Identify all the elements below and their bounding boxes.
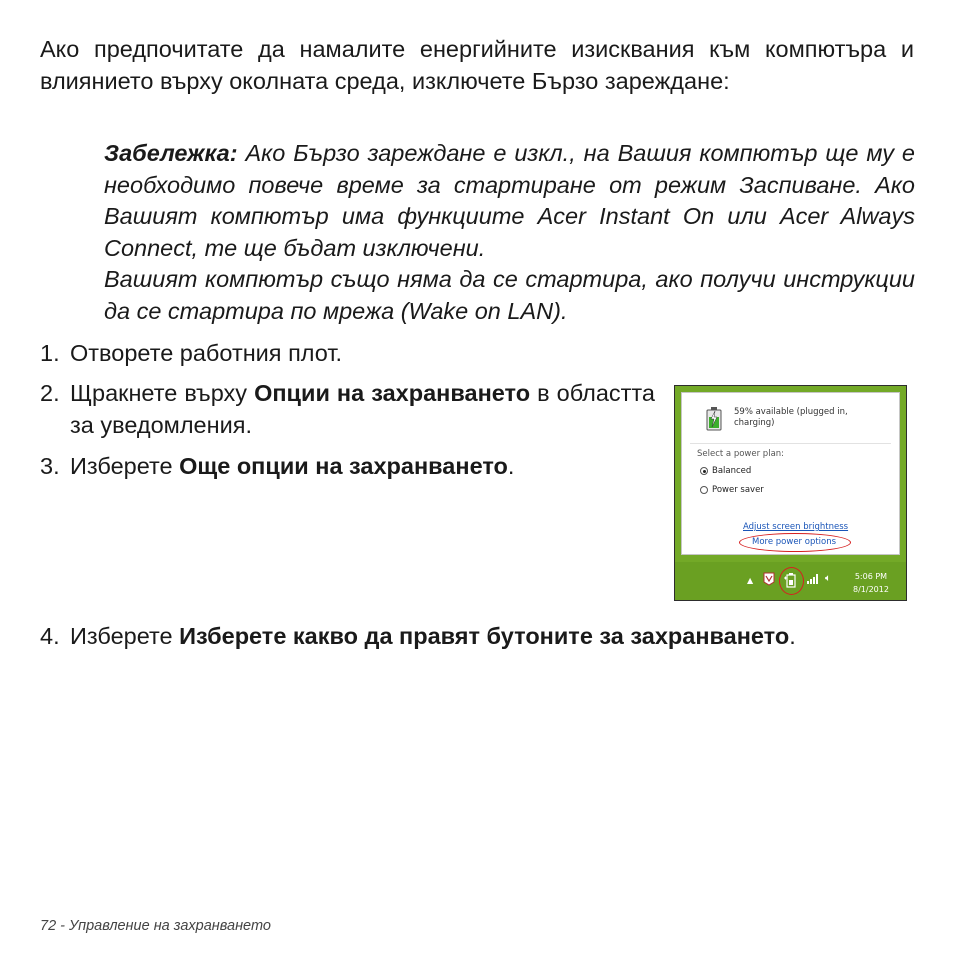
step-text — [70, 338, 740, 370]
intro-paragraph: Ако предпочитате да намалите енергийните изисквания към компютъра и влиянието върху околната среда, изключете Бързо зареждане: — [40, 36, 914, 94]
step-text-plain: . — [507, 453, 515, 479]
clock-date: 8/1/2012 — [853, 585, 889, 594]
step-number: 2. — [40, 380, 60, 406]
note-paragraph-1 — [104, 138, 915, 264]
radio-unselected-icon — [700, 486, 708, 494]
battery-status-text: 59% available (plugged in, charging) — [734, 407, 848, 428]
note-paragraph-2: Вашият компютър също няма да се стартира, ако получи инструкции да се стартира по мрежа (Wake on LAN). — [104, 266, 915, 324]
clock-time: 5:06 PM — [854, 572, 888, 581]
step-4 — [40, 621, 914, 653]
flag-icon[interactable] — [763, 572, 775, 586]
battery-charging-icon — [706, 407, 722, 431]
plan-option-power-saver[interactable] — [700, 485, 764, 495]
highlight-circle — [779, 567, 804, 595]
step-number: 4. — [40, 623, 60, 649]
step-text-plain: Изберете — [70, 623, 180, 649]
taskbar-clock[interactable] — [853, 570, 889, 596]
more-power-options-link[interactable]: More power options — [752, 537, 837, 547]
note-block — [104, 138, 915, 327]
step-number: 3. — [40, 453, 60, 479]
arrow-up-icon[interactable]: ▲ — [747, 576, 754, 585]
step-text — [70, 451, 655, 483]
step-text — [70, 378, 655, 441]
step-text — [70, 621, 914, 653]
page-footer: 72 - Управление на захранването — [40, 918, 271, 934]
power-flyout-screenshot — [674, 385, 907, 601]
step-2 — [40, 378, 655, 441]
plan-option-label: Balanced — [712, 466, 752, 476]
power-flyout-panel — [681, 392, 900, 555]
taskbar — [675, 562, 906, 601]
highlight-circle — [739, 533, 851, 552]
step-text-plain: Изберете — [70, 453, 180, 479]
step-3 — [40, 451, 655, 483]
step-1 — [40, 338, 740, 370]
step-text-plain: Отворете работния плот. — [70, 340, 343, 366]
step-text-bold: Още опции на захранването — [179, 453, 508, 479]
speaker-icon[interactable]: 🔈︎ — [825, 573, 831, 584]
divider — [690, 443, 891, 444]
step-number: 1. — [40, 340, 60, 366]
radio-selected-icon — [700, 467, 708, 475]
plan-option-balanced[interactable] — [700, 466, 751, 476]
step-text-plain: . — [789, 623, 796, 649]
step-text-bold: Опции на захранването — [254, 380, 531, 406]
step-text-bold: Изберете какво да правят бутоните за захранването — [179, 623, 790, 649]
plan-option-label: Power saver — [712, 485, 764, 495]
signal-icon[interactable] — [807, 574, 819, 584]
adjust-brightness-link[interactable]: Adjust screen brightness — [743, 522, 849, 532]
power-plan-label: Select a power plan: — [697, 449, 785, 459]
step-text-plain: в областта за уведомления. — [70, 380, 655, 438]
note-text-1: Ако Бързо зареждане е изкл., на Вашия компютър ще му е необходимо повече време за стартиране от режим Заспиване. Ако Вашият компютър има функциите Acer Instant On или Acer Always Connect, те ще бъдат изключени. — [104, 140, 915, 261]
step-text-plain: Щракнете върху — [70, 380, 255, 406]
note-label: Забележка: — [104, 140, 238, 166]
